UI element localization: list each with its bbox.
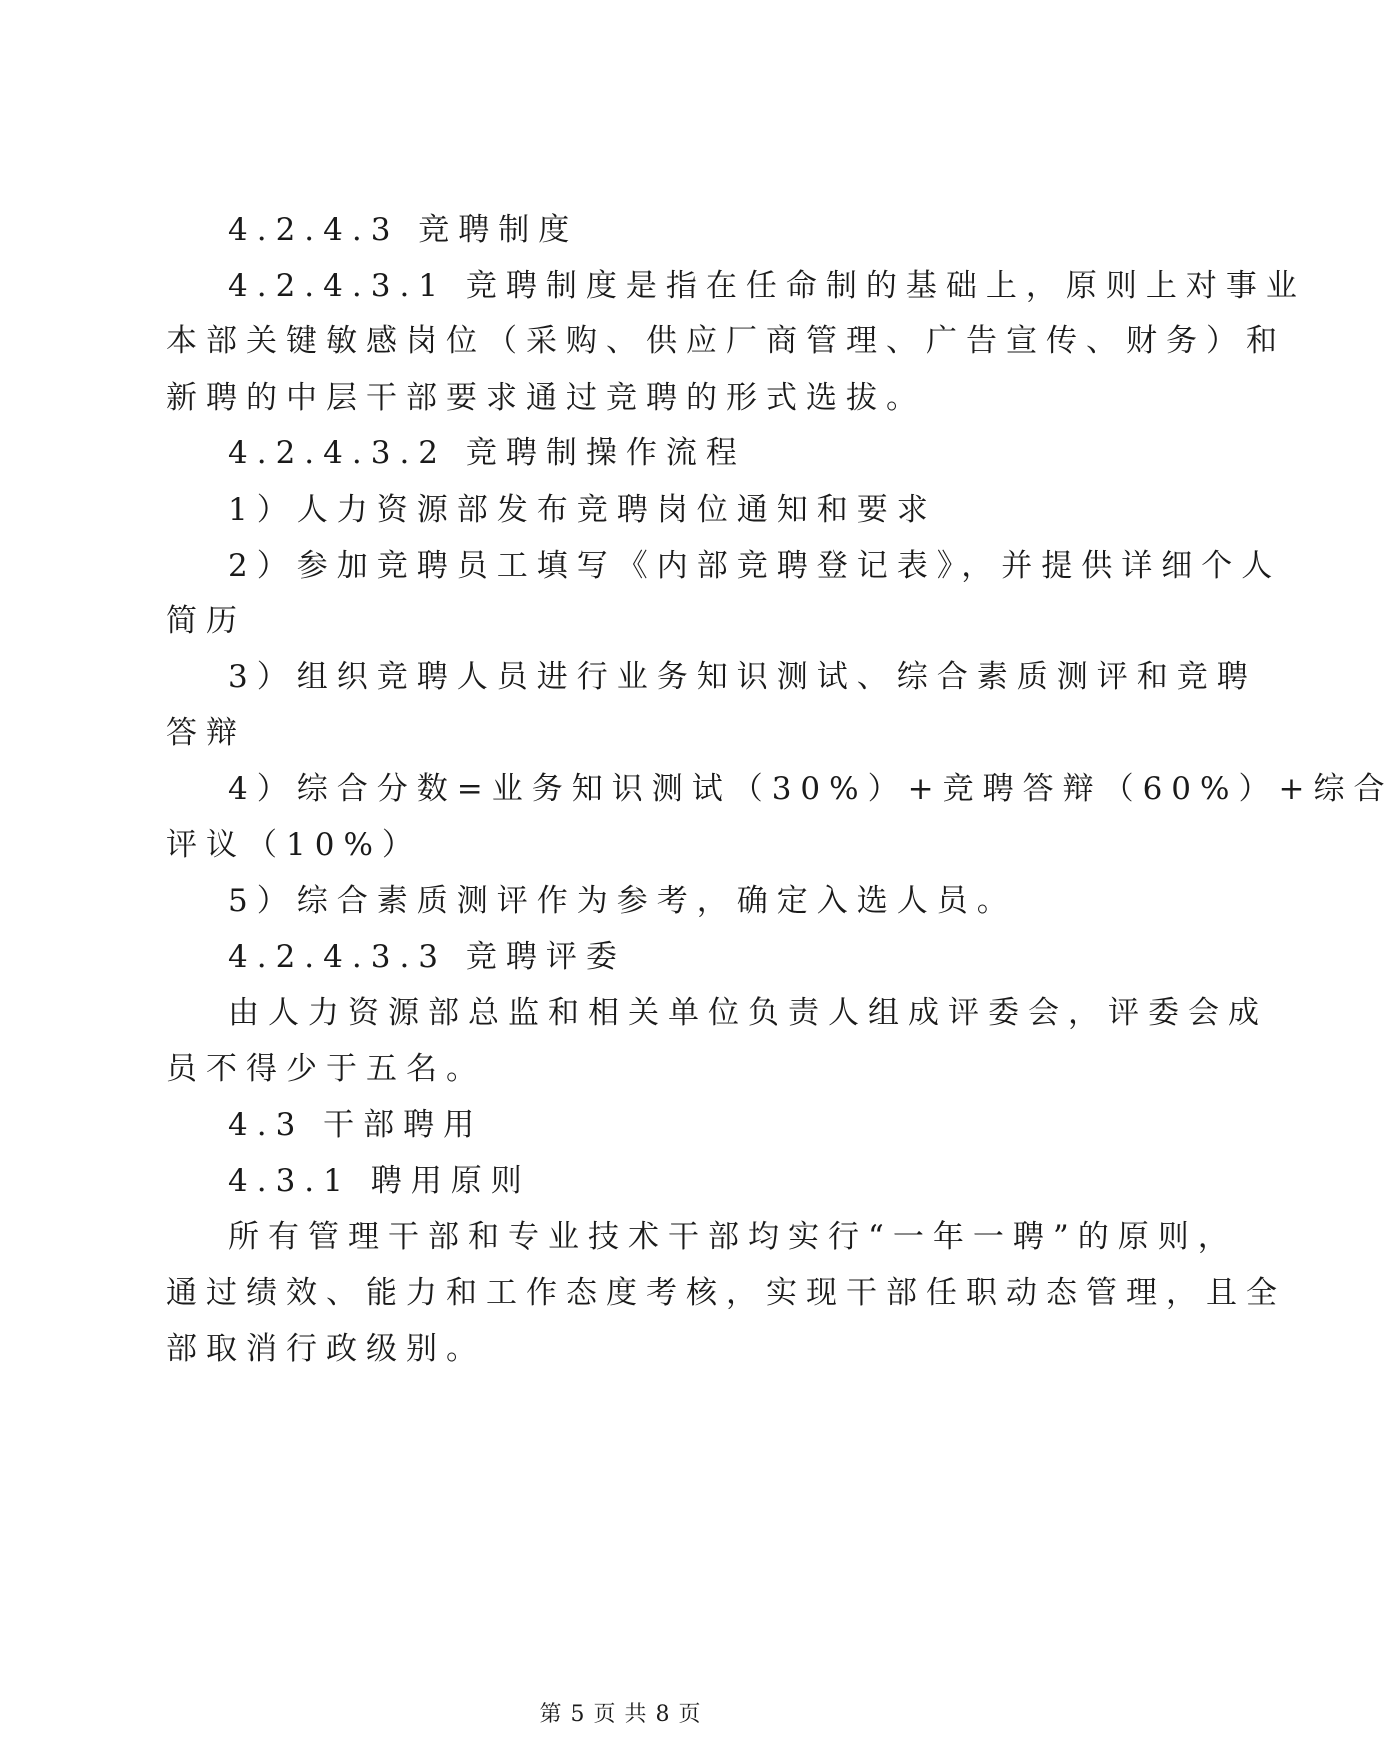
- paragraph-line: 所有管理干部和专业技术干部均实行“一年一聘”的原则，: [228, 1219, 1238, 1255]
- paragraph-line: 本部关键敏感岗位（采购、供应厂商管理、广告宣传、财务）和: [166, 323, 1286, 359]
- list-item-4-continuation: 评议（10%）: [166, 827, 422, 863]
- paragraph-line: 4.2.4.3.1 竞聘制度是指在任命制的基础上，原则上对事业: [228, 268, 1306, 304]
- paragraph-line: 由人力资源部总监和相关单位负责人组成评委会，评委会成: [228, 995, 1268, 1031]
- paragraph-line: 部取消行政级别。: [166, 1331, 486, 1367]
- page-number-footer: 第 5 页 共 8 页: [539, 1702, 702, 1727]
- list-item-2: 2）参加竞聘员工填写《内部竞聘登记表》，并提供详细个人: [228, 548, 1282, 584]
- list-item-4: 4）综合分数=业务知识测试（30%）+竞聘答辩（60%）+综合: [228, 771, 1393, 807]
- section-heading-4-2-4-3: 4.2.4.3 竞聘制度: [228, 212, 579, 248]
- section-heading-4-3: 4.3 干部聘用: [228, 1107, 484, 1143]
- section-heading-4-2-4-3-2: 4.2.4.3.2 竞聘制操作流程: [228, 435, 746, 471]
- list-item-3: 3）组织竞聘人员进行业务知识测试、综合素质测评和竞聘: [228, 659, 1257, 695]
- list-item-5: 5）综合素质测评作为参考，确定入选人员。: [228, 883, 1017, 919]
- paragraph-line: 新聘的中层干部要求通过竞聘的形式选拔。: [166, 380, 926, 416]
- list-item-2-continuation: 简历: [166, 603, 246, 639]
- paragraph-line: 员不得少于五名。: [166, 1051, 486, 1087]
- section-heading-4-2-4-3-3: 4.2.4.3.3 竞聘评委: [228, 939, 626, 975]
- list-item-3-continuation: 答辩: [166, 715, 246, 751]
- list-item-1: 1）人力资源部发布竞聘岗位通知和要求: [228, 492, 937, 528]
- section-heading-4-3-1: 4.3.1 聘用原则: [228, 1163, 531, 1199]
- paragraph-line: 通过绩效、能力和工作态度考核，实现干部任职动态管理，且全: [166, 1275, 1286, 1311]
